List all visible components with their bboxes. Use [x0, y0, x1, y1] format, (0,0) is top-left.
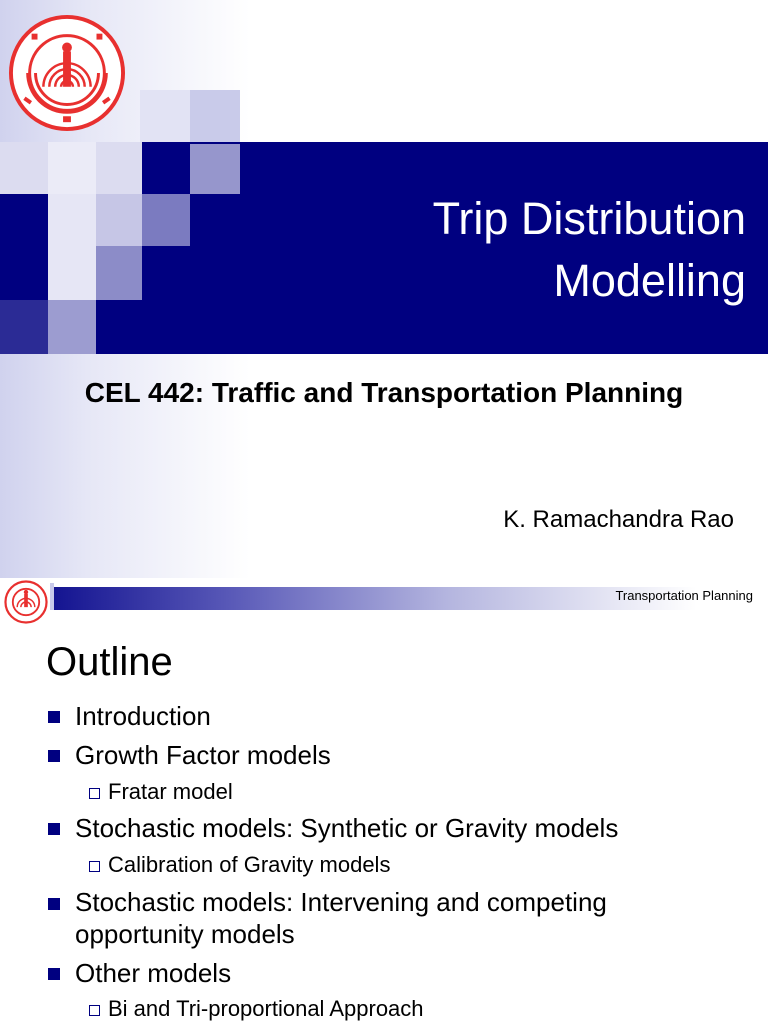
outline-item: Growth Factor models [75, 740, 331, 770]
slide-title [266, 188, 746, 312]
bullet-icon [48, 823, 60, 835]
outline-subitem: Bi and Tri-proportional Approach [108, 996, 424, 1021]
decor-square [48, 142, 96, 194]
decor-square [142, 194, 190, 246]
bullet-icon [48, 711, 60, 723]
decor-square [48, 194, 96, 246]
slide-title-line-1: Trip Distribution [432, 193, 746, 244]
decor-square [140, 90, 190, 144]
slide-title-line-2: Modelling [553, 255, 746, 306]
outline-subitem: Calibration of Gravity models [108, 852, 391, 877]
header-label: Transportation Planning [615, 588, 753, 603]
decor-square [0, 300, 48, 354]
bullet-icon [48, 750, 60, 762]
sub-bullet-icon [89, 1005, 100, 1016]
decor-square [0, 142, 48, 194]
decor-square [190, 144, 240, 194]
decor-square [190, 90, 240, 144]
outline-title: Outline [46, 640, 173, 684]
decor-square [96, 194, 142, 246]
outline-slide [0, 578, 768, 1024]
decor-square [48, 246, 96, 300]
outline-item: Introduction [75, 701, 211, 731]
institute-seal-icon [4, 580, 48, 624]
outline-item: Other models [75, 958, 232, 988]
bullet-icon [48, 898, 60, 910]
outline-item: Stochastic models: Intervening and competing opportunity models [75, 887, 607, 949]
decor-square [96, 246, 142, 300]
sub-bullet-icon [89, 861, 100, 872]
decor-square [96, 142, 142, 194]
decor-square [48, 300, 96, 354]
author-name: K. Ramachandra Rao [503, 506, 734, 533]
outline-subitem: Fratar model [108, 779, 233, 804]
outline-item: Stochastic models: Synthetic or Gravity models [75, 813, 619, 843]
institute-seal-icon [8, 14, 126, 132]
bullet-icon [48, 968, 60, 980]
course-subtitle: CEL 442: Traffic and Transportation Planning [84, 377, 684, 408]
sub-bullet-icon [89, 788, 100, 799]
